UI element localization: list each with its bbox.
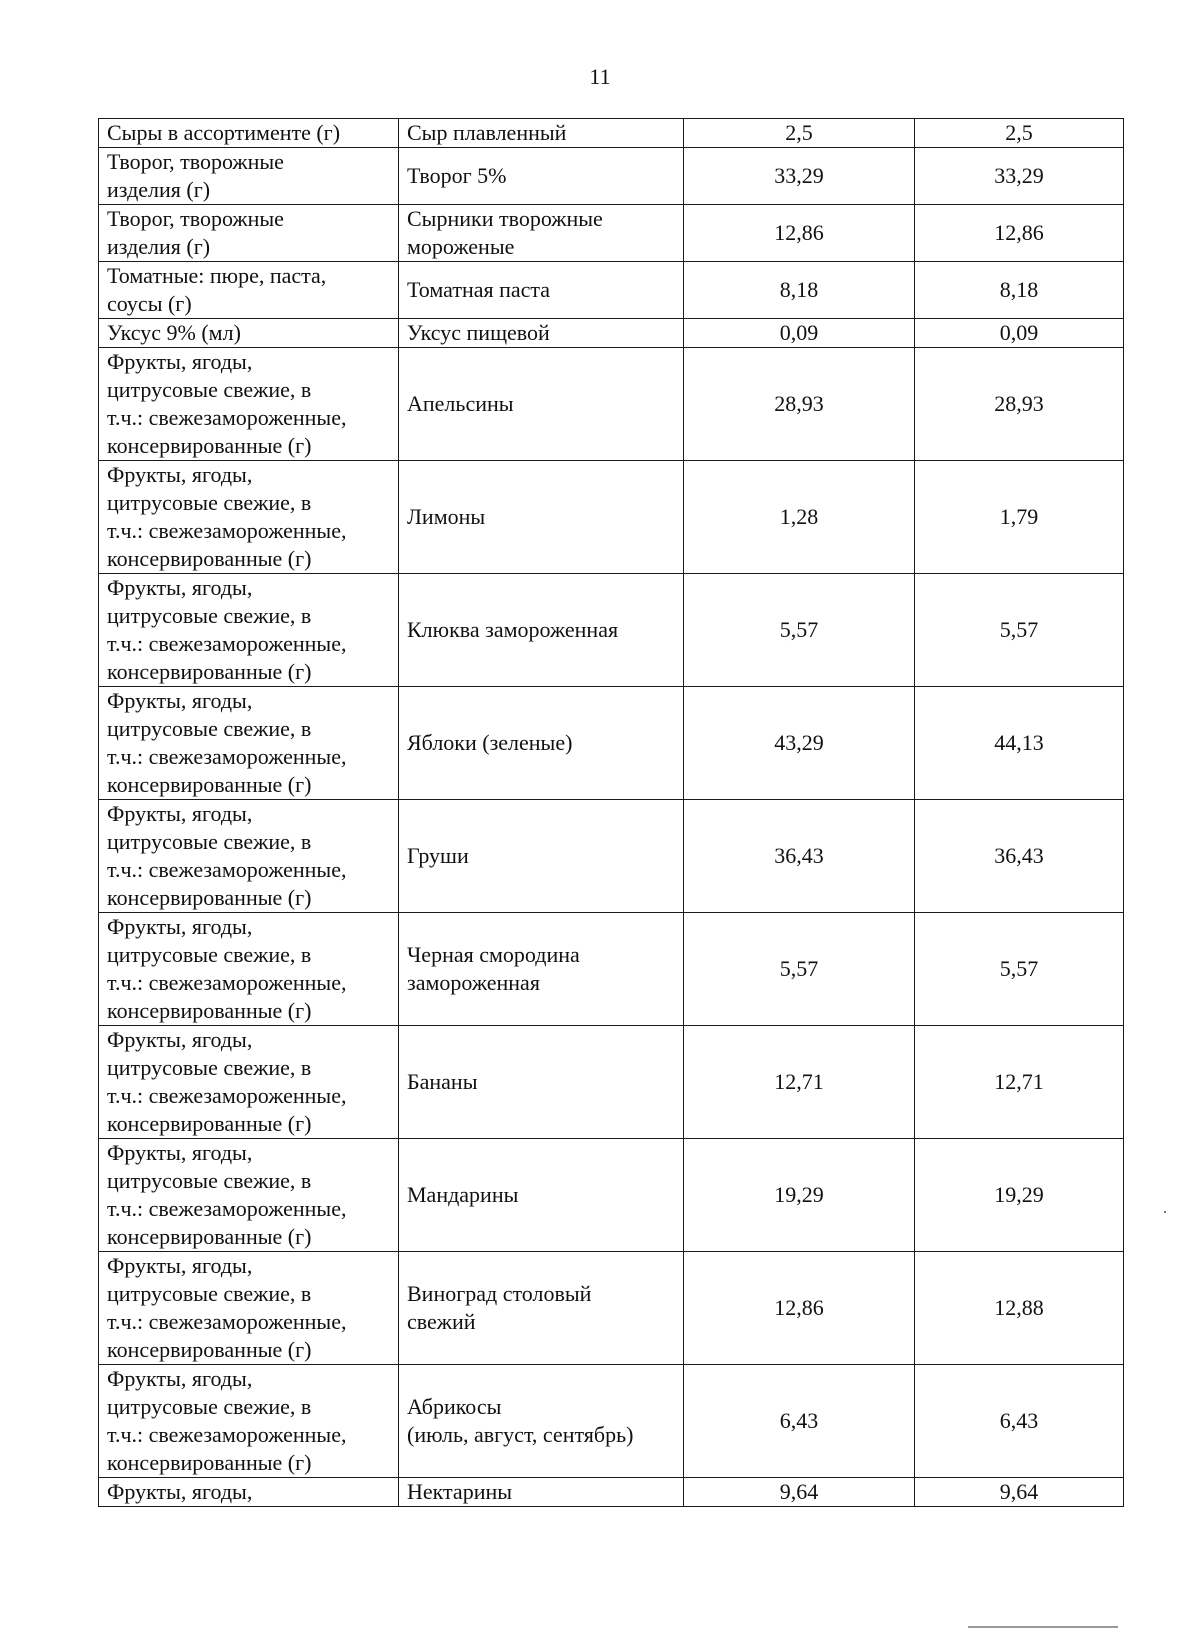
- value2-cell: [915, 1252, 1124, 1365]
- page-number: 11: [589, 64, 611, 89]
- product-cell: [399, 148, 684, 205]
- table-row: [99, 348, 1124, 461]
- product-cell: [399, 119, 684, 148]
- value2-cell: [915, 1139, 1124, 1252]
- category-cell: [99, 687, 399, 800]
- product-cell: [399, 1026, 684, 1139]
- category-cell-text: Творог, творожные изделия (г): [107, 206, 284, 259]
- value2-cell-text: 1,79: [999, 504, 1039, 529]
- value2-cell-text: 36,43: [994, 843, 1044, 868]
- value1-cell-text: 19,29: [774, 1182, 824, 1207]
- value1-cell-text: 33,29: [774, 163, 824, 188]
- value2-cell-text: 12,88: [994, 1295, 1044, 1320]
- value1-cell: [684, 205, 915, 262]
- value2-cell-text: 6,43: [999, 1408, 1039, 1433]
- value1-cell-text: 2,5: [785, 120, 813, 145]
- product-cell-text: Клюква замороженная: [407, 617, 619, 642]
- value2-cell: [915, 148, 1124, 205]
- value1-cell-text: 8,18: [779, 277, 819, 302]
- category-cell: [99, 205, 399, 262]
- product-cell-text: Томатная паста: [407, 277, 551, 302]
- value2-cell: [915, 1365, 1124, 1478]
- product-cell: [399, 319, 684, 348]
- value1-cell-text: 9,64: [779, 1479, 819, 1504]
- value2-cell: [915, 687, 1124, 800]
- category-cell: [99, 348, 399, 461]
- value1-cell: [684, 1026, 915, 1139]
- category-cell: [99, 913, 399, 1026]
- product-cell-text: Виноград столовый свежий: [407, 1281, 592, 1334]
- value1-cell-text: 36,43: [774, 843, 824, 868]
- value1-cell-text: 1,28: [779, 504, 819, 529]
- product-cell-text: Сыр плавленный: [407, 120, 567, 145]
- product-cell-text: Яблоки (зеленые): [407, 730, 573, 755]
- table-row: [99, 205, 1124, 262]
- table-row: [99, 319, 1124, 348]
- footer-rule: [968, 1626, 1118, 1628]
- value1-cell: [684, 119, 915, 148]
- value2-cell-text: 19,29: [994, 1182, 1044, 1207]
- category-cell-text: Фрукты, ягоды, цитрусовые свежие, в т.ч.: свежезамороженные, консервированные (г): [107, 801, 347, 910]
- product-cell: [399, 1139, 684, 1252]
- table-row: [99, 1252, 1124, 1365]
- value2-cell: [915, 262, 1124, 319]
- food-norms-table: [98, 118, 1124, 1507]
- category-cell: [99, 319, 399, 348]
- value1-cell: [684, 1365, 915, 1478]
- product-cell-text: Черная смородина замороженная: [407, 942, 580, 995]
- value1-cell: [684, 1252, 915, 1365]
- value2-cell: [915, 119, 1124, 148]
- value1-cell-text: 12,86: [774, 1295, 824, 1320]
- value1-cell: [684, 348, 915, 461]
- value1-cell: [684, 148, 915, 205]
- value2-cell: [915, 461, 1124, 574]
- table-body: [99, 119, 1124, 1507]
- product-cell: [399, 800, 684, 913]
- table-row: [99, 461, 1124, 574]
- category-cell-text: Фрукты, ягоды, цитрусовые свежие, в т.ч.: свежезамороженные, консервированные (г): [107, 1027, 347, 1136]
- category-cell: [99, 574, 399, 687]
- value1-cell: [684, 800, 915, 913]
- category-cell-text: Томатные: пюре, паста, соусы (г): [107, 263, 327, 316]
- category-cell-text: Творог, творожные изделия (г): [107, 149, 284, 202]
- value1-cell-text: 6,43: [779, 1408, 819, 1433]
- category-cell: [99, 1026, 399, 1139]
- value1-cell-text: 12,71: [774, 1069, 824, 1094]
- table-row: [99, 574, 1124, 687]
- value2-cell-text: 28,93: [994, 391, 1044, 416]
- product-cell-text: Творог 5%: [407, 163, 507, 188]
- value2-cell-text: 33,29: [994, 163, 1044, 188]
- product-cell-text: Абрикосы (июль, август, сентябрь): [407, 1394, 634, 1447]
- value2-cell-text: 8,18: [999, 277, 1039, 302]
- category-cell-text: Фрукты, ягоды, цитрусовые свежие, в т.ч.: свежезамороженные, консервированные (г): [107, 462, 347, 571]
- product-cell: [399, 1252, 684, 1365]
- category-cell-text: Уксус 9% (мл): [107, 320, 241, 345]
- value1-cell: [684, 319, 915, 348]
- value2-cell-text: 12,86: [994, 220, 1044, 245]
- table-row: [99, 148, 1124, 205]
- category-cell-text: Фрукты, ягоды,: [107, 1479, 253, 1504]
- value1-cell-text: 5,57: [779, 956, 819, 981]
- category-cell-text: Фрукты, ягоды, цитрусовые свежие, в т.ч.: свежезамороженные, консервированные (г): [107, 1253, 347, 1362]
- product-cell-text: Уксус пищевой: [407, 320, 550, 345]
- table-row: [99, 1478, 1124, 1507]
- table-row: [99, 1365, 1124, 1478]
- value2-cell-text: 12,71: [994, 1069, 1044, 1094]
- product-cell-text: Нектарины: [407, 1479, 513, 1504]
- value2-cell: [915, 319, 1124, 348]
- category-cell: [99, 1365, 399, 1478]
- category-cell-text: Фрукты, ягоды, цитрусовые свежие, в т.ч.: свежезамороженные, консервированные (г): [107, 575, 347, 684]
- category-cell-text: Фрукты, ягоды, цитрусовые свежие, в т.ч.: свежезамороженные, консервированные (г): [107, 1140, 347, 1249]
- category-cell-text: Сыры в ассортименте (г): [107, 120, 341, 145]
- category-cell-text: Фрукты, ягоды, цитрусовые свежие, в т.ч.: свежезамороженные, консервированные (г): [107, 688, 347, 797]
- category-cell: [99, 1252, 399, 1365]
- value2-cell: [915, 1478, 1124, 1507]
- value2-cell-text: 5,57: [999, 956, 1039, 981]
- table-row: [99, 262, 1124, 319]
- table-row: [99, 687, 1124, 800]
- value2-cell: [915, 913, 1124, 1026]
- value1-cell: [684, 1139, 915, 1252]
- product-cell: [399, 574, 684, 687]
- value1-cell-text: 0,09: [779, 320, 819, 345]
- product-cell: [399, 687, 684, 800]
- value1-cell: [684, 461, 915, 574]
- product-cell: [399, 262, 684, 319]
- table-row: [99, 913, 1124, 1026]
- product-cell: [399, 205, 684, 262]
- product-cell-text: Мандарины: [407, 1182, 519, 1207]
- value1-cell: [684, 687, 915, 800]
- product-cell: [399, 1365, 684, 1478]
- category-cell: [99, 1478, 399, 1507]
- value2-cell-text: 9,64: [999, 1479, 1039, 1504]
- category-cell-text: Фрукты, ягоды, цитрусовые свежие, в т.ч.: свежезамороженные, консервированные (г): [107, 1366, 347, 1475]
- category-cell: [99, 262, 399, 319]
- product-cell-text: Бананы: [407, 1069, 478, 1094]
- product-cell: [399, 348, 684, 461]
- product-cell: [399, 1478, 684, 1507]
- value2-cell-text: 2,5: [1005, 120, 1033, 145]
- value2-cell: [915, 205, 1124, 262]
- table-row: [99, 800, 1124, 913]
- value2-cell-text: 5,57: [999, 617, 1039, 642]
- value1-cell-text: 28,93: [774, 391, 824, 416]
- value1-cell: [684, 913, 915, 1026]
- table-row: [99, 1026, 1124, 1139]
- product-cell-text: Апельсины: [407, 391, 514, 416]
- table-row: [99, 1139, 1124, 1252]
- value2-cell: [915, 800, 1124, 913]
- category-cell: [99, 148, 399, 205]
- table-row: [99, 119, 1124, 148]
- product-cell: [399, 461, 684, 574]
- value2-cell: [915, 348, 1124, 461]
- category-cell: [99, 800, 399, 913]
- category-cell: [99, 119, 399, 148]
- category-cell-text: Фрукты, ягоды, цитрусовые свежие, в т.ч.: свежезамороженные, консервированные (г): [107, 349, 347, 458]
- value1-cell-text: 12,86: [774, 220, 824, 245]
- value1-cell-text: 5,57: [779, 617, 819, 642]
- value1-cell: [684, 1478, 915, 1507]
- product-cell-text: Сырники творожные мороженые: [407, 206, 603, 259]
- scan-speck: [1164, 1211, 1166, 1213]
- product-cell-text: Груши: [407, 843, 469, 868]
- value2-cell: [915, 1026, 1124, 1139]
- product-cell-text: Лимоны: [407, 504, 486, 529]
- value1-cell: [684, 574, 915, 687]
- value2-cell: [915, 574, 1124, 687]
- value2-cell-text: 0,09: [999, 320, 1039, 345]
- product-cell: [399, 913, 684, 1026]
- category-cell: [99, 461, 399, 574]
- value1-cell-text: 43,29: [774, 730, 824, 755]
- value2-cell-text: 44,13: [994, 730, 1044, 755]
- value1-cell: [684, 262, 915, 319]
- category-cell: [99, 1139, 399, 1252]
- category-cell-text: Фрукты, ягоды, цитрусовые свежие, в т.ч.: свежезамороженные, консервированные (г): [107, 914, 347, 1023]
